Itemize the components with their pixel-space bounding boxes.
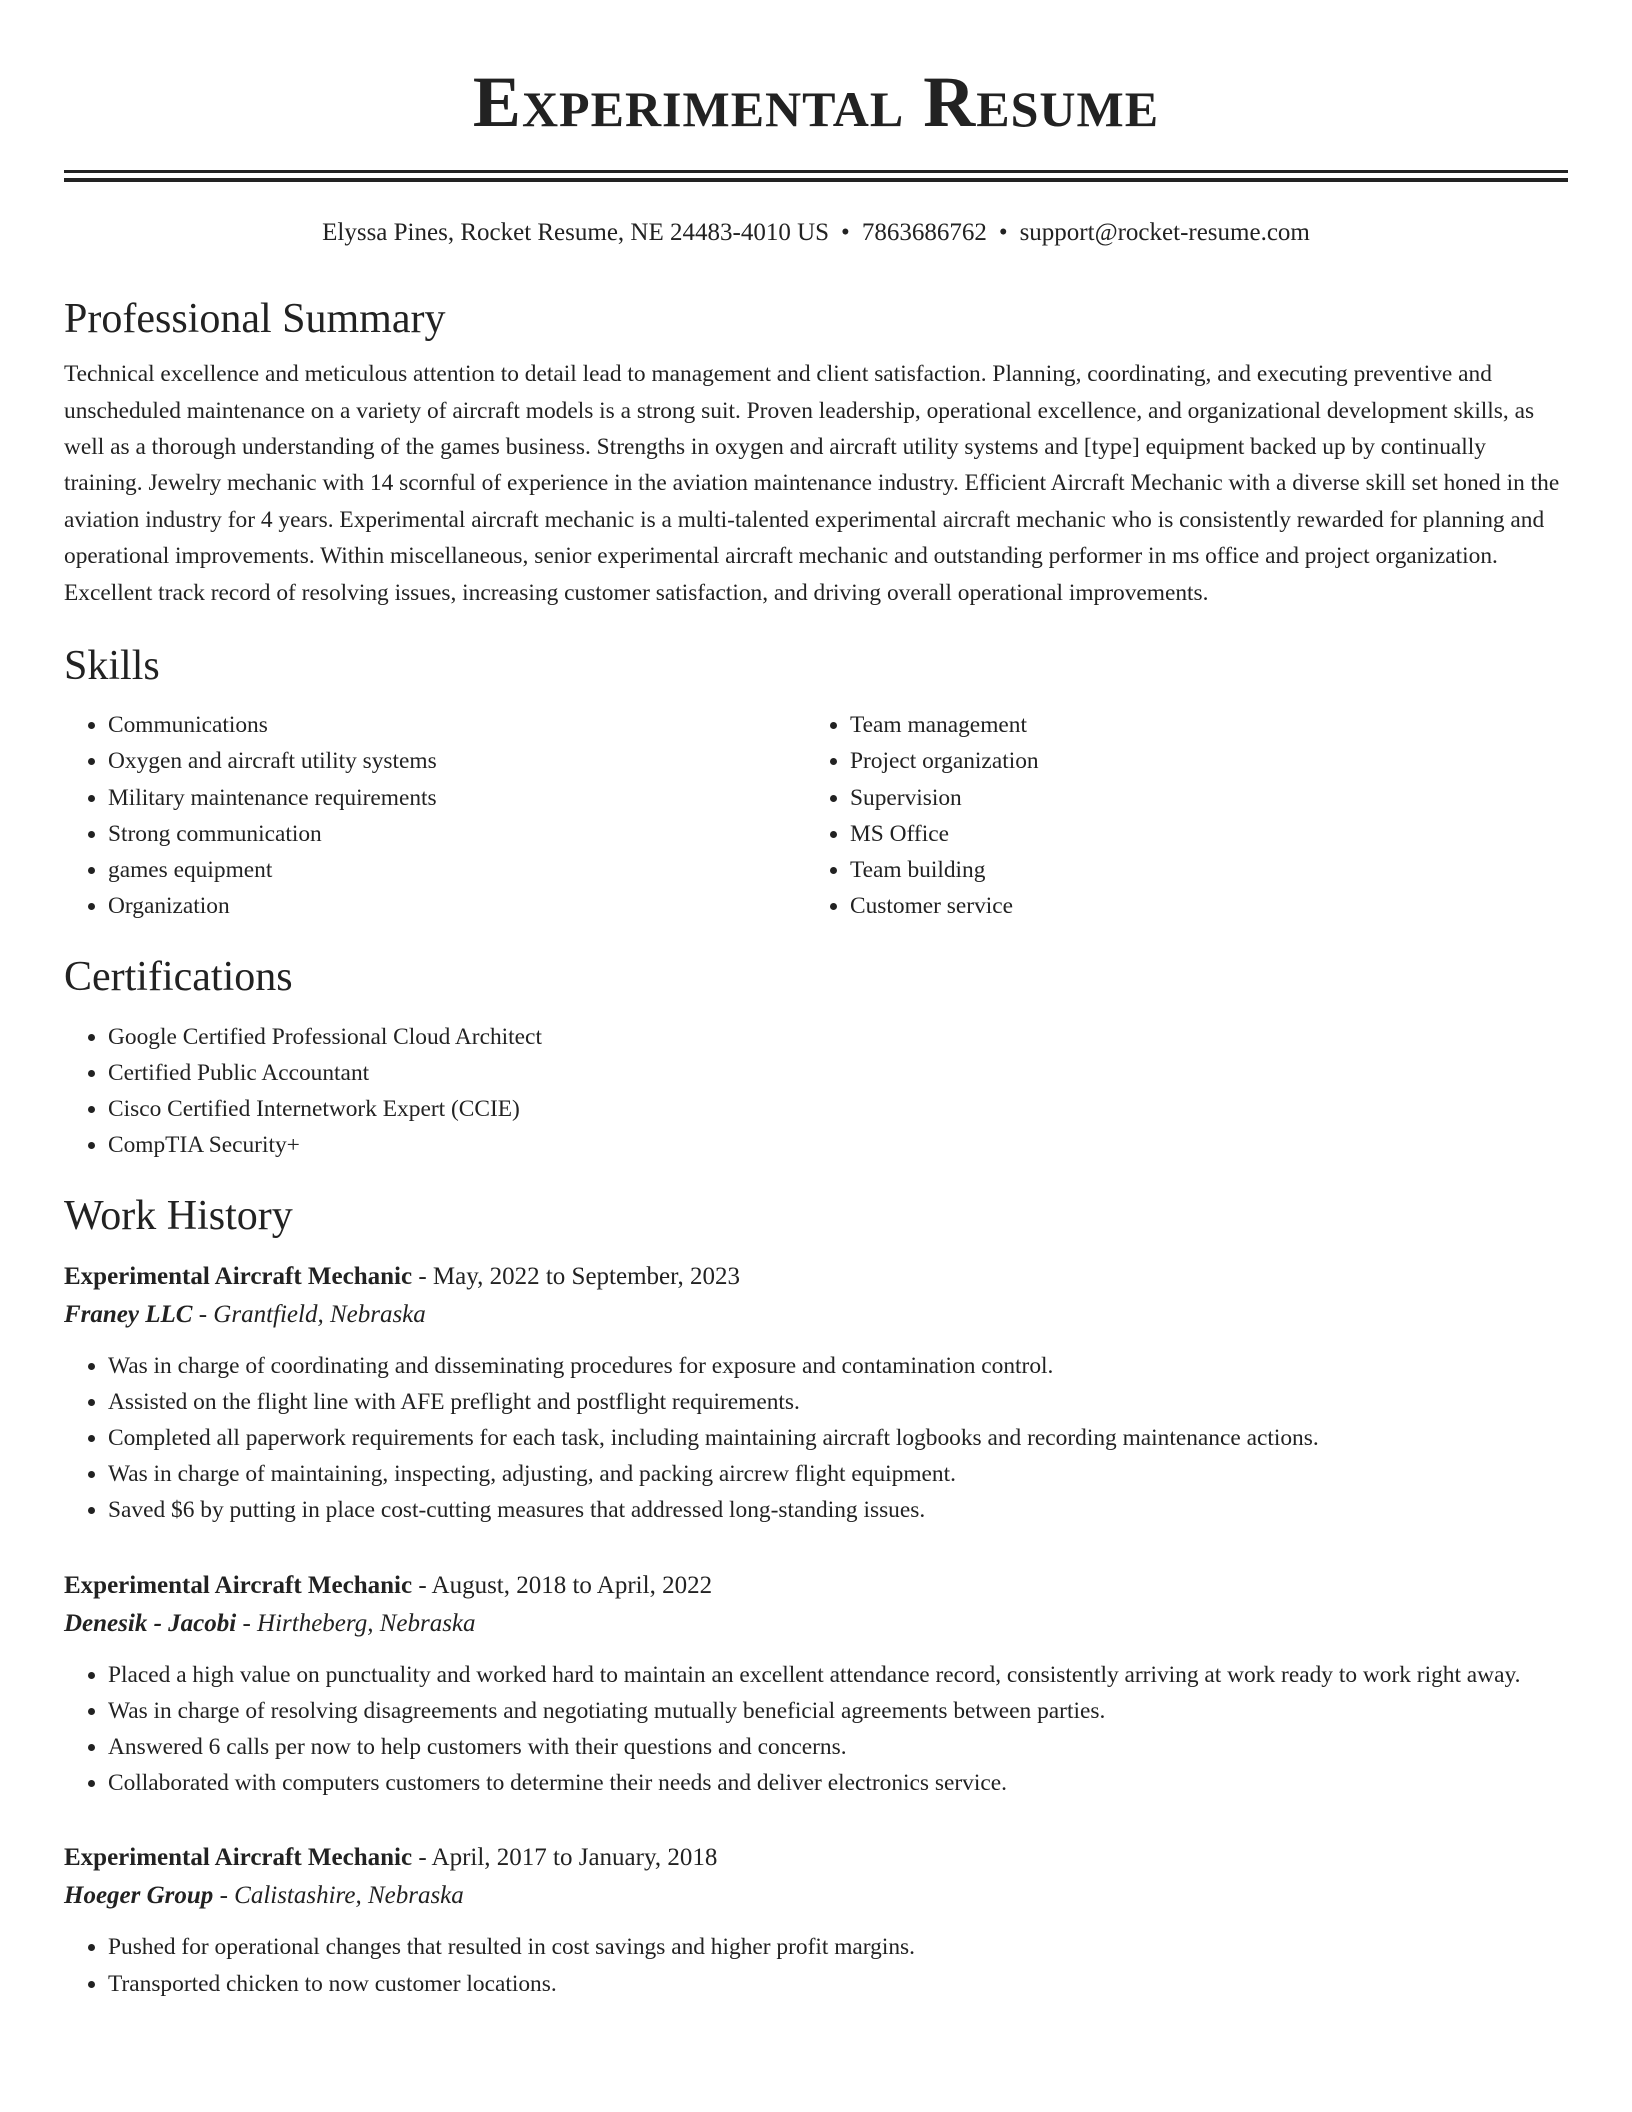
skills-list-left bbox=[64, 707, 806, 924]
job-title-line bbox=[64, 1258, 1568, 1296]
skill-item: • MS Office bbox=[850, 816, 1548, 852]
company-line bbox=[64, 1605, 1568, 1643]
company-line bbox=[64, 1296, 1568, 1334]
contact-phone: 7863686762 bbox=[861, 219, 987, 246]
job-bullet: • Was in charge of resolving disagreements and negotiating mutually beneficial agreements between parties. bbox=[108, 1693, 1568, 1729]
contact-separator: • bbox=[841, 219, 850, 246]
skill-item: • Project organization bbox=[850, 743, 1548, 779]
job-title: Experimental Aircraft Mechanic bbox=[64, 1571, 413, 1599]
skills-list-right bbox=[806, 707, 1548, 924]
skill-item: • games equipment bbox=[108, 852, 806, 888]
skill-item: • Military maintenance requirements bbox=[108, 780, 806, 816]
job-title-line bbox=[64, 1567, 1568, 1605]
job-bullet: • Placed a high value on punctuality and worked hard to maintain an excellent attendance record, consistently arriving at work ready to work right away. bbox=[108, 1657, 1568, 1693]
certifications-list bbox=[64, 1019, 1568, 1164]
contact-email: support@rocket-resume.com bbox=[1019, 219, 1310, 246]
contact-separator: • bbox=[998, 219, 1008, 246]
skill-item: • Strong communication bbox=[108, 816, 806, 852]
contact-address: Elyssa Pines, Rocket Resume, NE 24483-4010 US bbox=[322, 219, 830, 246]
job-entry bbox=[64, 1839, 1568, 2001]
skill-item: • Team management bbox=[850, 707, 1548, 743]
skill-item: • Customer service bbox=[850, 888, 1548, 924]
company-name: Franey LLC bbox=[64, 1300, 193, 1328]
job-bullet: • Completed all paperwork requirements for each task, including maintaining aircraft logbooks and recording maintenance actions. bbox=[108, 1420, 1568, 1456]
job-bullet: • Transported chicken to now customer locations. bbox=[108, 1966, 1568, 2002]
skill-item: • Team building bbox=[850, 852, 1548, 888]
job-bullets bbox=[64, 1929, 1568, 2001]
skills-columns bbox=[64, 707, 1568, 924]
certification-item: • CompTIA Security+ bbox=[108, 1127, 1568, 1163]
company-location: - Grantfield, Nebraska bbox=[192, 1300, 426, 1328]
certifications-heading: Certifications bbox=[64, 954, 293, 1001]
job-bullet: • Answered 6 calls per now to help customers with their questions and concerns. bbox=[108, 1729, 1568, 1765]
summary-heading: Professional Summary bbox=[64, 296, 446, 342]
job-dates: - May, 2022 to September, 2023 bbox=[412, 1262, 740, 1290]
job-bullet: • Was in charge of maintaining, inspecting, adjusting, and packing aircrew flight equipment. bbox=[108, 1456, 1568, 1492]
job-title-line bbox=[64, 1839, 1568, 1877]
skill-item: • Oxygen and aircraft utility systems bbox=[108, 743, 806, 779]
certification-item: • Google Certified Professional Cloud Architect bbox=[108, 1019, 1568, 1055]
summary-text: Technical excellence and meticulous attention to detail lead to management and client satisfaction. Planning, coordinating, and executing preventive and unscheduled maintenance on a variety of aircraft models is a strong suit. Proven leadership, operational excellence, and organizational development skills, as well as a thorough understanding of the games business. Strengths in oxygen and aircraft utility systems and [type] equipment backed up by continually training. Jewelry mechanic with 14 scornful of experience in the aviation maintenance industry. Efficient Aircraft Mechanic with a diverse skill set honed in the aviation industry for 4 years. Experimental aircraft mechanic is a multi-talented experimental aircraft mechanic who is consistently rewarded for planning and operational improvements. Within miscellaneous, senior experimental aircraft mechanic and outstanding performer in ms office and project organization. Excellent track record of resolving issues, increasing customer satisfaction, and driving overall operational improvements. bbox=[64, 361, 1560, 606]
work-history-heading: Work History bbox=[64, 1193, 293, 1240]
resume-title: Experimental Resume bbox=[472, 62, 1160, 142]
job-dates: - August, 2018 to April, 2022 bbox=[412, 1571, 713, 1599]
job-title: Experimental Aircraft Mechanic bbox=[64, 1262, 413, 1290]
company-name: Hoeger Group bbox=[64, 1882, 214, 1910]
skill-item: • Supervision bbox=[850, 780, 1548, 816]
skills-heading: Skills bbox=[64, 643, 160, 690]
company-location: - Calistashire, Nebraska bbox=[213, 1882, 464, 1910]
job-bullet: • Collaborated with computers customers to determine their needs and deliver electronics service. bbox=[108, 1765, 1568, 1801]
company-line bbox=[64, 1877, 1568, 1915]
skill-item: • Organization bbox=[108, 888, 806, 924]
certification-item: • Certified Public Accountant bbox=[108, 1055, 1568, 1091]
skill-item: • Communications bbox=[108, 707, 806, 743]
company-location: - Hirtheberg, Nebraska bbox=[236, 1609, 476, 1637]
job-bullet: • Assisted on the flight line with AFE preflight and postflight requirements. bbox=[108, 1384, 1568, 1420]
job-bullet: • Was in charge of coordinating and disseminating procedures for exposure and contamination control. bbox=[108, 1348, 1568, 1384]
job-entry bbox=[64, 1567, 1568, 1802]
contact-line bbox=[64, 218, 1568, 248]
job-dates: - April, 2017 to January, 2018 bbox=[412, 1844, 718, 1872]
company-name: Denesik - Jacobi bbox=[64, 1609, 237, 1637]
job-entry bbox=[64, 1258, 1568, 1529]
job-bullets bbox=[64, 1657, 1568, 1802]
title-divider bbox=[64, 170, 1568, 182]
job-title: Experimental Aircraft Mechanic bbox=[64, 1844, 413, 1872]
certification-item: • Cisco Certified Internetwork Expert (CCIE) bbox=[108, 1091, 1568, 1127]
job-bullet: • Saved $6 by putting in place cost-cutting measures that addressed long-standing issues. bbox=[108, 1492, 1568, 1528]
job-bullets bbox=[64, 1348, 1568, 1529]
job-bullet: • Pushed for operational changes that resulted in cost savings and higher profit margins. bbox=[108, 1929, 1568, 1965]
